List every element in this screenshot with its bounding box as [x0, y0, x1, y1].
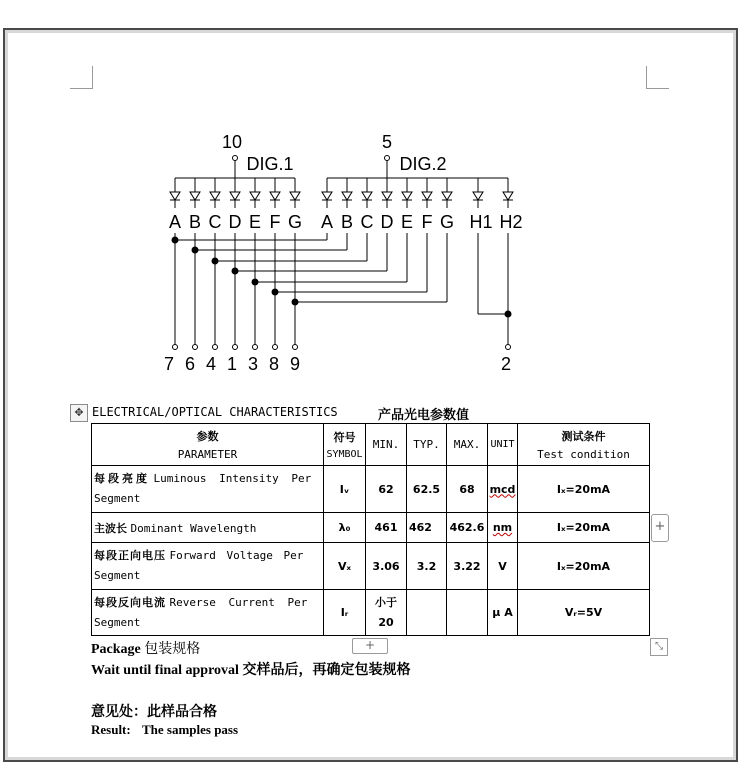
row-symbol: Iᵣ: [324, 590, 366, 636]
row-min: 3.06: [366, 543, 407, 590]
junction-dot: [252, 279, 259, 286]
section-title-cn: 产品光电参数值: [378, 408, 470, 423]
dig1-pin-number: 10: [221, 132, 243, 152]
row-unit: μ A: [488, 590, 518, 636]
row-max: 462.6: [447, 513, 488, 543]
junction-dot: [292, 299, 299, 306]
result-value: The samples pass: [141, 722, 239, 737]
dig2-seg-label: F: [421, 212, 433, 232]
junction-dot: [505, 311, 512, 318]
pin-node: [253, 345, 258, 350]
row-max: [447, 590, 488, 636]
margin-corner-top-left: [70, 66, 93, 89]
row-min: 62: [366, 466, 407, 513]
header-unit: UNIT: [488, 424, 518, 466]
bottom-pin-number: 6: [184, 354, 196, 374]
dig1-seg-label: F: [269, 212, 281, 232]
dig2-seg-label: H2: [499, 212, 523, 232]
opinion-line: 意见处：此样品合格: [91, 705, 217, 720]
table-row: [92, 590, 650, 636]
package-note-line: [91, 659, 410, 679]
dig2-diode-G: [442, 192, 452, 200]
row-symbol: Iᵥ: [324, 466, 366, 513]
header-symbol: 符号 SYMBOL: [324, 424, 366, 466]
result-line: [91, 722, 238, 738]
dig2-diode-A: [322, 192, 332, 200]
dig1-diode-G: [290, 192, 300, 200]
margin-corner-top-right: [646, 66, 669, 89]
dig2-diode-D: [382, 192, 392, 200]
result-label: Result:: [91, 722, 131, 737]
dig1-seg-label: G: [287, 212, 303, 232]
pin-node: [233, 345, 238, 350]
section-title-row: [70, 404, 670, 422]
junction-dot: [192, 247, 199, 254]
dig2-diode-E: [402, 192, 412, 200]
dig1-seg-label: A: [168, 212, 182, 232]
bottom-pin-number: 7: [163, 354, 175, 374]
package-line: [91, 638, 200, 658]
pin-node: [273, 345, 278, 350]
package-note-en: Wait until final approval: [91, 663, 239, 678]
header-max: MAX.: [447, 424, 488, 466]
junction-dot: [212, 258, 219, 265]
row-unit: V: [488, 543, 518, 590]
table-move-handle-icon[interactable]: ✥: [70, 404, 88, 422]
dig1-seg-label: E: [248, 212, 262, 232]
pin-node: [213, 345, 218, 350]
dig1-diode-E: [250, 192, 260, 200]
row-min: 461: [366, 513, 407, 543]
table-row: [92, 513, 650, 543]
junction-dot: [232, 268, 239, 275]
dig1-diode-F: [270, 192, 280, 200]
pin-node: [173, 345, 178, 350]
junction-dot: [272, 289, 279, 296]
row-max: 68: [447, 466, 488, 513]
table-row: [92, 543, 650, 590]
row-typ: 62.5: [407, 466, 447, 513]
row-parameter: 每段正向电压 Forward Voltage Per Segment: [92, 543, 324, 590]
pin-node: [506, 345, 511, 350]
dig2-pin-number: 5: [381, 132, 393, 152]
table-row: [92, 466, 650, 513]
dig1-diode-A: [170, 192, 180, 200]
dig2-seg-label: B: [340, 212, 354, 232]
add-column-button[interactable]: +: [651, 514, 669, 542]
pin-node: [193, 345, 198, 350]
row-typ: 462: [407, 513, 447, 543]
dig1-seg-label: B: [188, 212, 202, 232]
row-condition: Iₓ=20mA: [518, 466, 650, 513]
dig2-label: DIG.2: [399, 154, 447, 174]
section-title-en: ELECTRICAL/OPTICAL CHARACTERISTICS: [92, 405, 338, 419]
bottom-pin-number: 3: [247, 354, 259, 374]
add-row-button[interactable]: +: [352, 638, 388, 654]
row-min: 小于 20: [366, 590, 407, 636]
row-typ: 3.2: [407, 543, 447, 590]
dig1-pin-node: [233, 156, 238, 161]
dig1-seg-label: D: [228, 212, 242, 232]
row-condition: Vᵣ=5V: [518, 590, 650, 636]
dig2-diode-F: [422, 192, 432, 200]
dig2-diode-H1: [473, 192, 483, 200]
bottom-pin-number: 1: [226, 354, 238, 374]
dig2-diode-C: [362, 192, 372, 200]
dig2-pin-node: [385, 156, 390, 161]
junction-dot: [172, 237, 179, 244]
dig2-seg-label: C: [360, 212, 374, 232]
characteristics-table: [91, 423, 650, 636]
dig1-label: DIG.1: [246, 154, 294, 174]
pin-node: [293, 345, 298, 350]
dig2-diode-B: [342, 192, 352, 200]
bottom-pin-number: 4: [205, 354, 217, 374]
row-unit: mcd: [488, 466, 518, 513]
package-label-en: Package: [91, 642, 141, 657]
table-resize-handle-icon[interactable]: ⤡: [650, 638, 668, 656]
package-note-cn: 交样品后，再确定包装规格: [242, 663, 411, 678]
bottom-pin-number: 2: [500, 354, 512, 374]
row-symbol: Vₓ: [324, 543, 366, 590]
header-typ: TYP.: [407, 424, 447, 466]
dig2-seg-label: A: [320, 212, 334, 232]
row-condition: Iₓ=20mA: [518, 543, 650, 590]
pin-diagram: [150, 128, 530, 378]
header-condition: 测试条件 Test condition: [518, 424, 650, 466]
header-parameter: 参数 PARAMETER: [92, 424, 324, 466]
dig2-seg-label: H1: [469, 212, 493, 232]
dig1-diode-C: [210, 192, 220, 200]
row-max: 3.22: [447, 543, 488, 590]
row-typ: [407, 590, 447, 636]
dig2-seg-label: D: [380, 212, 394, 232]
dig1-diode-D: [230, 192, 240, 200]
table-header-row: [92, 424, 650, 466]
row-parameter: 每段亮度 Luminous Intensity Per Segment: [92, 466, 324, 513]
row-parameter: 每段反向电流 Reverse Current Per Segment: [92, 590, 324, 636]
row-unit: nm: [488, 513, 518, 543]
header-min: MIN.: [366, 424, 407, 466]
dig2-seg-label: E: [400, 212, 414, 232]
package-label-cn: 包装规格: [144, 642, 201, 657]
bottom-pin-number: 8: [268, 354, 280, 374]
row-condition: Iₓ=20mA: [518, 513, 650, 543]
dig2-seg-label: G: [439, 212, 455, 232]
bottom-pin-number: 9: [289, 354, 301, 374]
row-symbol: λ₀: [324, 513, 366, 543]
dig2-diode-H2: [503, 192, 513, 200]
dig1-seg-label: C: [208, 212, 222, 232]
row-parameter: 主波长 Dominant Wavelength: [92, 513, 324, 543]
dig1-diode-B: [190, 192, 200, 200]
